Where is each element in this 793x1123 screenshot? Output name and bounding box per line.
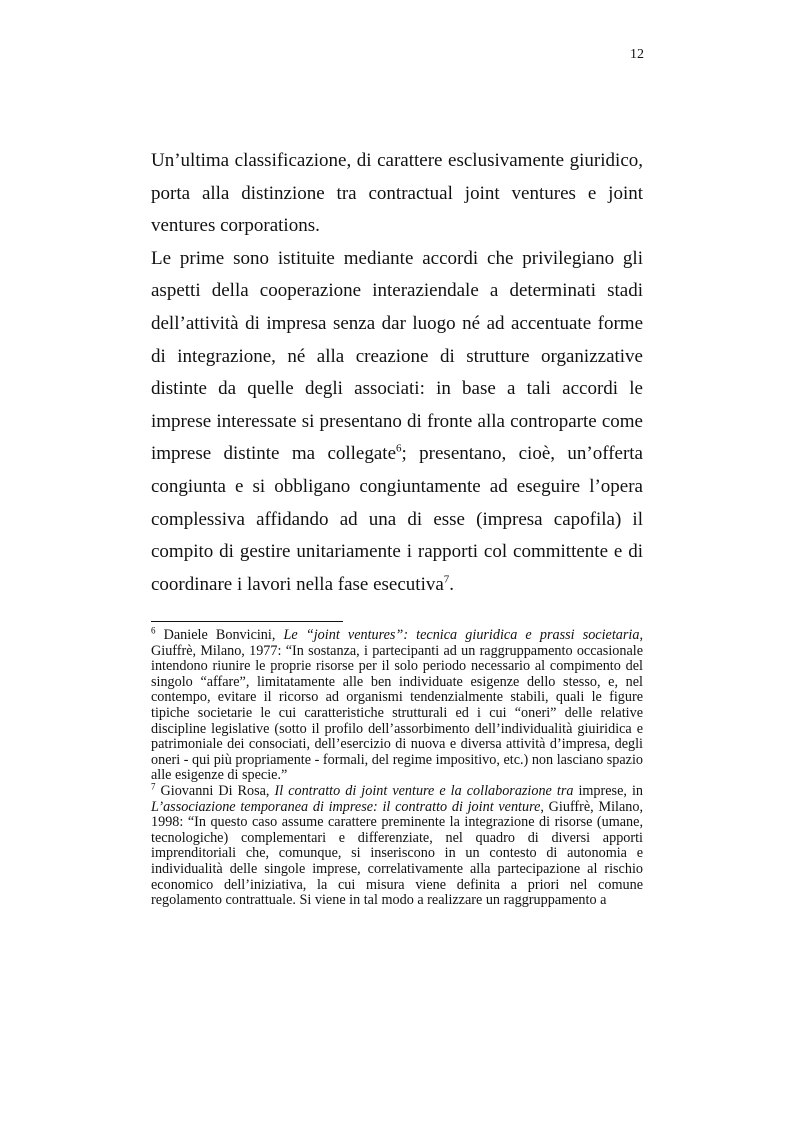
paragraph-2-text-b: ; presentano, cioè, un’offerta congiunta e si obbligano congiuntamente ad eseguire l’opera complessiva affidando ad una di esse (impresa capofila) il compito di gestire unitariamente i rapporti col committente e di coordinare i lavori nella fase esecutiva (151, 443, 643, 595)
footnote-7-text: , Giuffrè, Milano, 1998: “In questo caso assume carattere preminente la integrazione di risorse (umane, tecnologiche) complementari e differenziate, nel quadro di diversi apporti imprenditoriali che, comunque, si inseriscono in un contesto di autonomia e individualità delle singole imprese, correlativamente alla partecipazione al rischio economico dell’iniziativa, la cui misura viene definita a priori nel comune regolamento contrattuale. Si viene in tal modo a realizzare un raggruppamento a (151, 798, 643, 909)
footnote-ref-6: 6 (396, 443, 402, 456)
paragraph-2-text-a: Le prime sono istituite mediante accordi che privilegiano gli aspetti della cooperazione interaziendale a determinati stadi dell’attività di impresa senza dar luogo né ad accentuate forme di integrazione, né alla creazione di strutture organizzative distinte da quelle degli associati: in base a tali accordi le imprese interessate si presentano di fronte alla controparte come imprese distinte ma collegate (151, 247, 643, 465)
footnote-6 (151, 625, 643, 784)
footnotes (151, 625, 643, 909)
footnote-7-title: Il contratto di joint venture e la collaborazione tra (274, 782, 574, 799)
paragraph-2-end: . (449, 573, 455, 595)
footnote-ref-7: 7 (443, 573, 450, 586)
footnote-7-mid: imprese, in (573, 782, 643, 799)
footnote-6-text: , Giuffrè, Milano, 1977: “In sostanza, i partecipanti ad un raggruppamento occasionale intendono riunire le proprie risorse per il solo periodo necessario al compimento del singolo “affare”, limitatamente alle ben individuate esigenze dello stesso, e, nel contempo, evitare il ricorso ad organismi tendenzialmente stabili, quali le figure tipiche societarie le cui caratteristiche strutturali ed i cui “oneri” delle relative discipline legislative (sotto il profilo dell’assorbimento dell’individualità giuiridica e patrimoniale dei consociati, dell’esercizio di nuova e diversa attività d’impresa, degli oneri - qui più propriamente - formali, del regime impositivo, etc.) non lasciano spazio alle esigenze di specie.” (151, 627, 643, 784)
page-number: 12 (630, 47, 644, 62)
footnote-6-title: Le “joint ventures”: tecnica giuridica e prassi societaria (283, 627, 640, 643)
footnote-separator (151, 621, 343, 622)
footnote-7-number: 7 (151, 781, 156, 792)
footnote-7-author: Giovanni Di Rosa, (155, 782, 275, 799)
main-text (151, 145, 643, 601)
footnote-6-author: Daniele Bonvicini, (155, 627, 284, 643)
footnote-6-number: 6 (151, 625, 156, 636)
footnote-7 (151, 781, 643, 909)
footnote-7-title-2: L’associazione temporanea di imprese: il contratto di joint venture (151, 798, 541, 815)
paragraph-1: Un’ultima classificazione, di carattere esclusivamente giuridico, porta alla distinzione tra contractual joint ventures e joint ventures corporations. (151, 150, 643, 237)
paragraph-2 (151, 243, 643, 602)
